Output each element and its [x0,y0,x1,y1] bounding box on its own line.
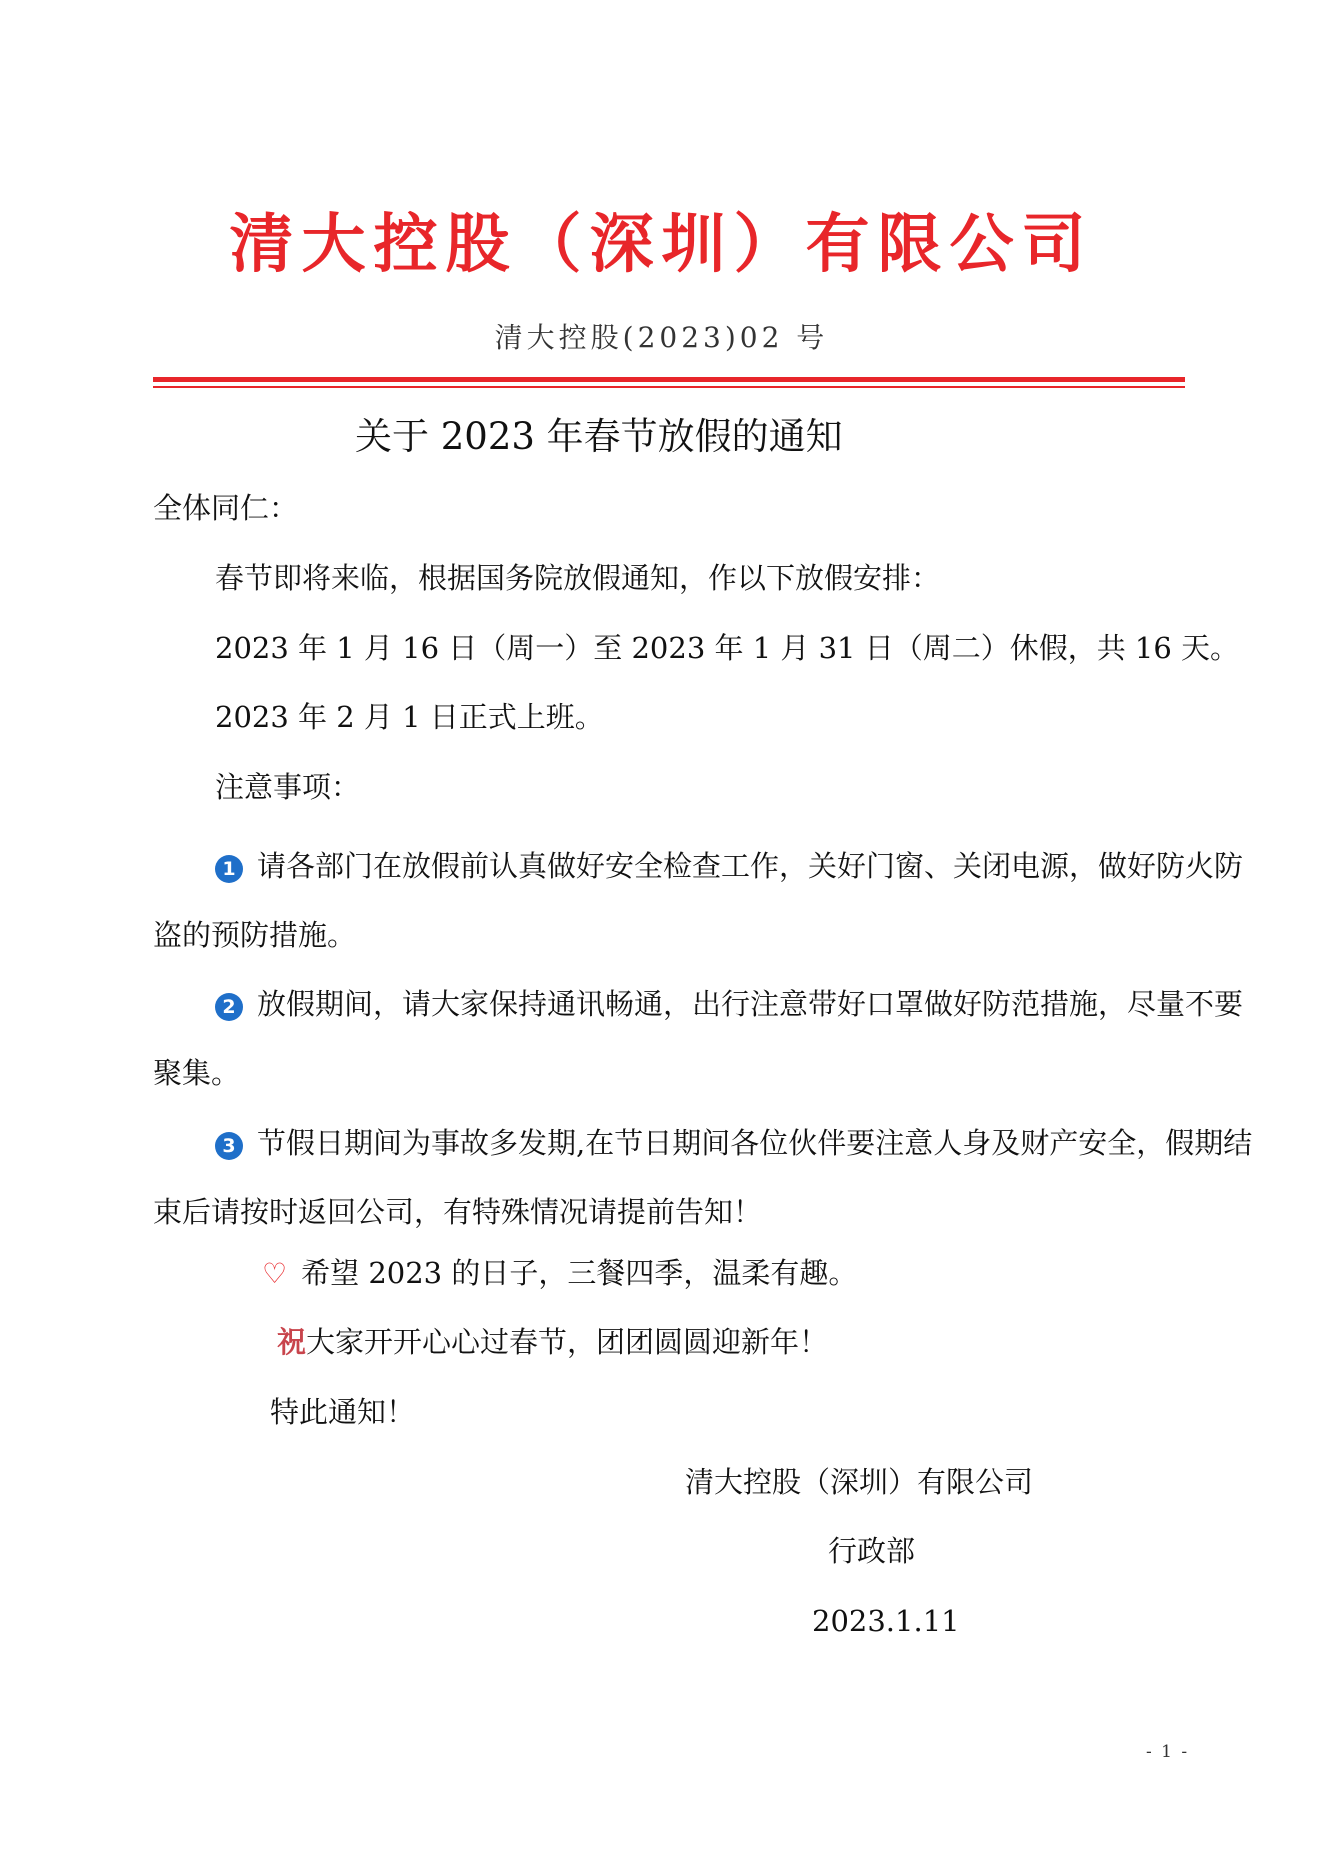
greeting: 全体同仁： [153,491,299,525]
document-number: 清大控股(2023)02 号 [494,321,829,354]
number-badge-icon: 3 [215,1132,243,1160]
signature-company: 清大控股（深圳）有限公司 [685,1465,1034,1499]
signature-date: 2023.1.11 [812,1604,960,1638]
blessing-line [277,1322,828,1362]
closing-line: 特此通知！ [270,1395,416,1429]
header-rule-thin [153,386,1185,388]
company-header: 清大控股（深圳）有限公司 [229,207,1094,282]
note-text: 放假期间，请大家保持通讯畅通，出行注意带好口罩做好防范措施，尽量不要聚集。 [153,987,1244,1090]
note-item [153,1109,1263,1247]
blessing-char: 祝 [277,1325,307,1359]
heart-icon: ♡ [262,1257,288,1290]
wish-text: 希望 2023 的日子，三餐四季，温柔有趣。 [301,1256,858,1290]
note-item [153,970,1263,1108]
holiday-schedule: 2023 年 1 月 16 日（周一）至 2023 年 1 月 31 日（周二）休假，共 16 天。 [215,631,1240,665]
wish-line [262,1253,857,1294]
blessing-text: 大家开开心心过春节，团团圆圆迎新年！ [306,1325,829,1359]
notice-title: 关于 2023 年春节放假的通知 [355,415,843,458]
intro-paragraph: 春节即将来临，根据国务院放假通知，作以下放假安排： [215,561,941,595]
page-number: - 1 - [1146,1742,1190,1762]
note-item [153,832,1263,970]
signature-department: 行政部 [828,1534,916,1568]
return-date: 2023 年 2 月 1 日正式上班。 [215,700,604,734]
note-text: 节假日期间为事故多发期,在节日期间各位伙伴要注意人身及财产安全，假期结束后请按时返回公司，有特殊情况请提前告知！ [153,1126,1253,1229]
note-text: 请各部门在放假前认真做好安全检查工作，关好门窗、关闭电源，做好防火防盗的预防措施。 [153,849,1244,952]
header-rule-thick [153,377,1185,382]
number-badge-icon: 2 [215,993,243,1021]
number-badge-icon: 1 [215,855,243,883]
notes-heading: 注意事项： [215,770,361,804]
